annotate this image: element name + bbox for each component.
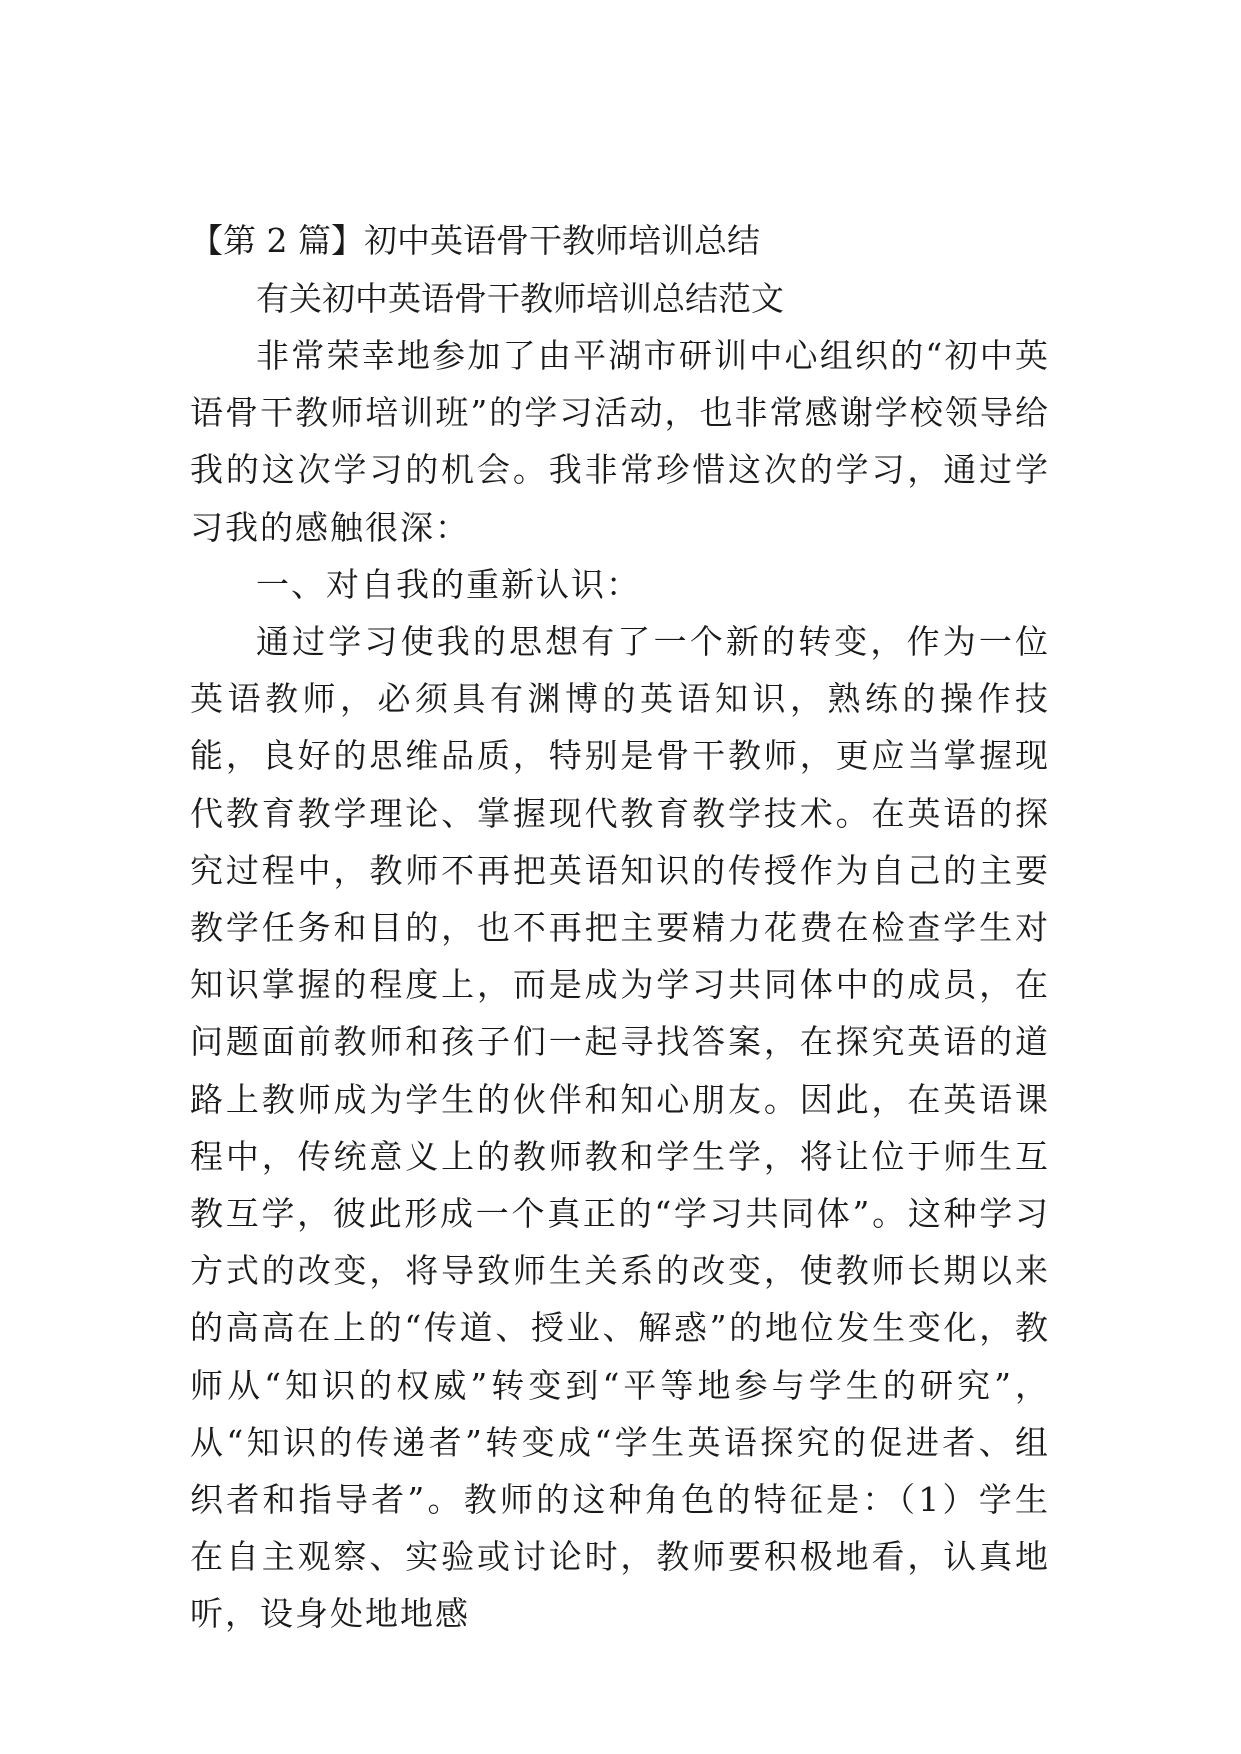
document-heading: 【第 2 篇】初中英语骨干教师培训总结: [190, 221, 760, 260]
paragraph-intro: 非常荣幸地参加了由平湖市研训中心组织的“初中英语骨干教师培训班”的学习活动，也非常感谢学校领导给我的这次学习的机会。我非常珍惜这次的学习，通过学习我的感触很深：: [190, 336, 1050, 547]
paragraph-body: 通过学习使我的思想有了一个新的转变，作为一位英语教师，必须具有渊博的英语知识，熟练的操作技能，良好的思维品质，特别是骨干教师，更应当掌握现代教育教学理论、掌握现代教育教学技术。在英语的探究过程中，教师不再把英语知识的传授作为自己的主要教学任务和目的，也不再把主要精力花费在检查学生对知识掌握的程度上，而是成为学习共同体中的成员，在问题面前教师和孩子们一起寻找答案，在探究英语的道路上教师成为学生的伙伴和知心朋友。因此，在英语课程中，传统意义上的教师教和学生学，将让位于师生互教互学，彼此形成一个真正的“学习共同体”。这种学习方式的改变，将导致师生关系的改变，使教师长期以来的高高在上的“传道、授业、解惑”的地位发生变化，教师从“知识的权威”转变到“平等地参与学生的研究”，从“知识的传递者”转变成“学生英语探究的促进者、组织者和指导者”。教师的这种角色的特征是：（1）学生在自主观察、实验或讨论时，教师要积极地看，认真地听，设身处地地感: [190, 622, 1050, 1634]
document-subtitle: 有关初中英语骨干教师培训总结范文: [256, 279, 784, 318]
document-body: [190, 212, 1050, 1643]
section-heading-self-awareness: 一、对自我的重新认识：: [256, 564, 641, 604]
